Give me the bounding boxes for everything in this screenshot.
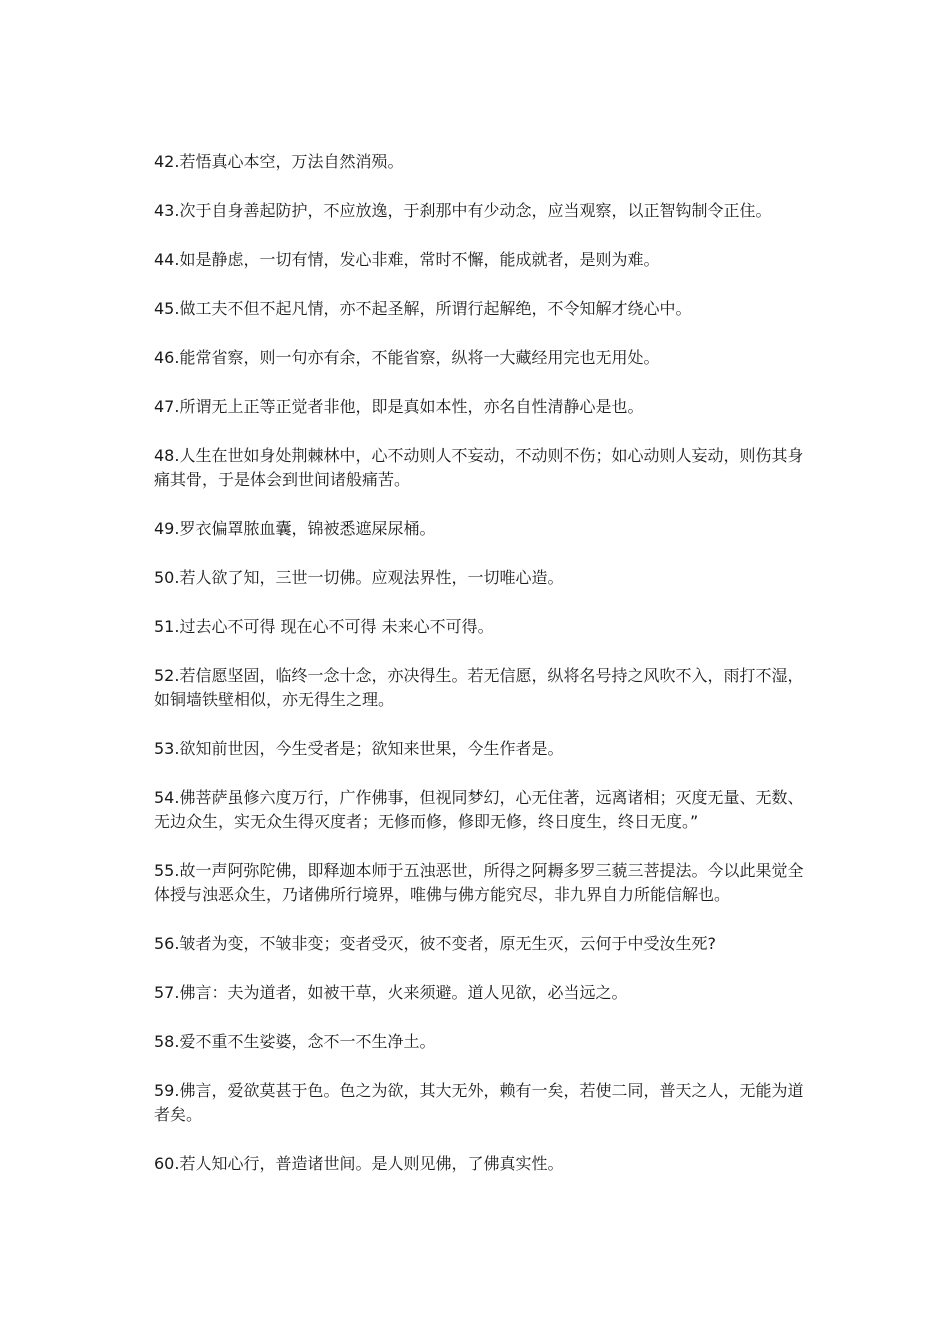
quote-paragraph-48: 48.人生在世如身处荆棘林中，心不动则人不妄动，不动则不伤；如心动则人妄动，则伤其身痛其骨，于是体会到世间诸般痛苦。 <box>154 446 804 489</box>
quote-paragraph-52: 52.若信愿坚固，临终一念十念，亦决得生。若无信愿，纵将名号持之风吹不入，雨打不湿，如铜墙铁壁相似，亦无得生之理。 <box>154 666 804 709</box>
quote-paragraph-55: 55.故一声阿弥陀佛，即释迦本师于五浊恶世，所得之阿耨多罗三藐三菩提法。今以此果觉全体授与浊恶众生，乃诸佛所行境界，唯佛与佛方能究尽，非九界自力所能信解也。 <box>154 861 804 904</box>
quote-paragraph-49: 49.罗衣偏罩脓血囊，锦被悉遮屎尿桶。 <box>154 519 436 538</box>
quote-paragraph-60: 60.若人知心行，普造诸世间。是人则见佛，了佛真实性。 <box>154 1154 564 1173</box>
quote-paragraph-50: 50.若人欲了知，三世一切佛。应观法界性，一切唯心造。 <box>154 568 564 587</box>
quote-paragraph-54: 54.佛菩萨虽修六度万行，广作佛事，但视同梦幻，心无住著，远离诸相；灭度无量、无数、无边众生，实无众生得灭度者；无修而修，修即无修，终日度生，终日无度。” <box>154 788 804 831</box>
quote-paragraph-42: 42.若悟真心本空，万法自然消殒。 <box>154 152 404 171</box>
quote-paragraph-58: 58.爱不重不生娑婆，念不一不生净土。 <box>154 1032 436 1051</box>
quote-paragraph-45: 45.做工夫不但不起凡情，亦不起圣解，所谓行起解绝，不令知解才绕心中。 <box>154 299 692 318</box>
quote-paragraph-53: 53.欲知前世因，今生受者是；欲知来世果，今生作者是。 <box>154 739 564 758</box>
quote-paragraph-46: 46.能常省察，则一句亦有余，不能省察，纵将一大藏经用完也无用处。 <box>154 348 660 367</box>
quote-paragraph-43: 43.次于自身善起防护，不应放逸，于刹那中有少动念，应当观察，以正智钩制令正住。 <box>154 201 772 220</box>
quote-paragraph-47: 47.所谓无上正等正觉者非他，即是真如本性，亦名自性清静心是也。 <box>154 397 644 416</box>
quote-paragraph-57: 57.佛言：夫为道者，如被干草，火来须避。道人见欲，必当远之。 <box>154 983 628 1002</box>
quote-paragraph-56: 56.皱者为变，不皱非变；变者受灭，彼不变者，原无生灭，云何于中受汝生死? <box>154 934 716 953</box>
quote-paragraph-59: 59.佛言，爱欲莫甚于色。色之为欲，其大无外，赖有一矣，若使二同，普天之人，无能为道者矣。 <box>154 1081 804 1124</box>
document-body <box>154 150 814 1201</box>
quote-paragraph-51: 51.过去心不可得 现在心不可得 未来心不可得。 <box>154 617 494 636</box>
quote-paragraph-44: 44.如是静虑，一切有情，发心非难，常时不懈，能成就者，是则为难。 <box>154 250 660 269</box>
